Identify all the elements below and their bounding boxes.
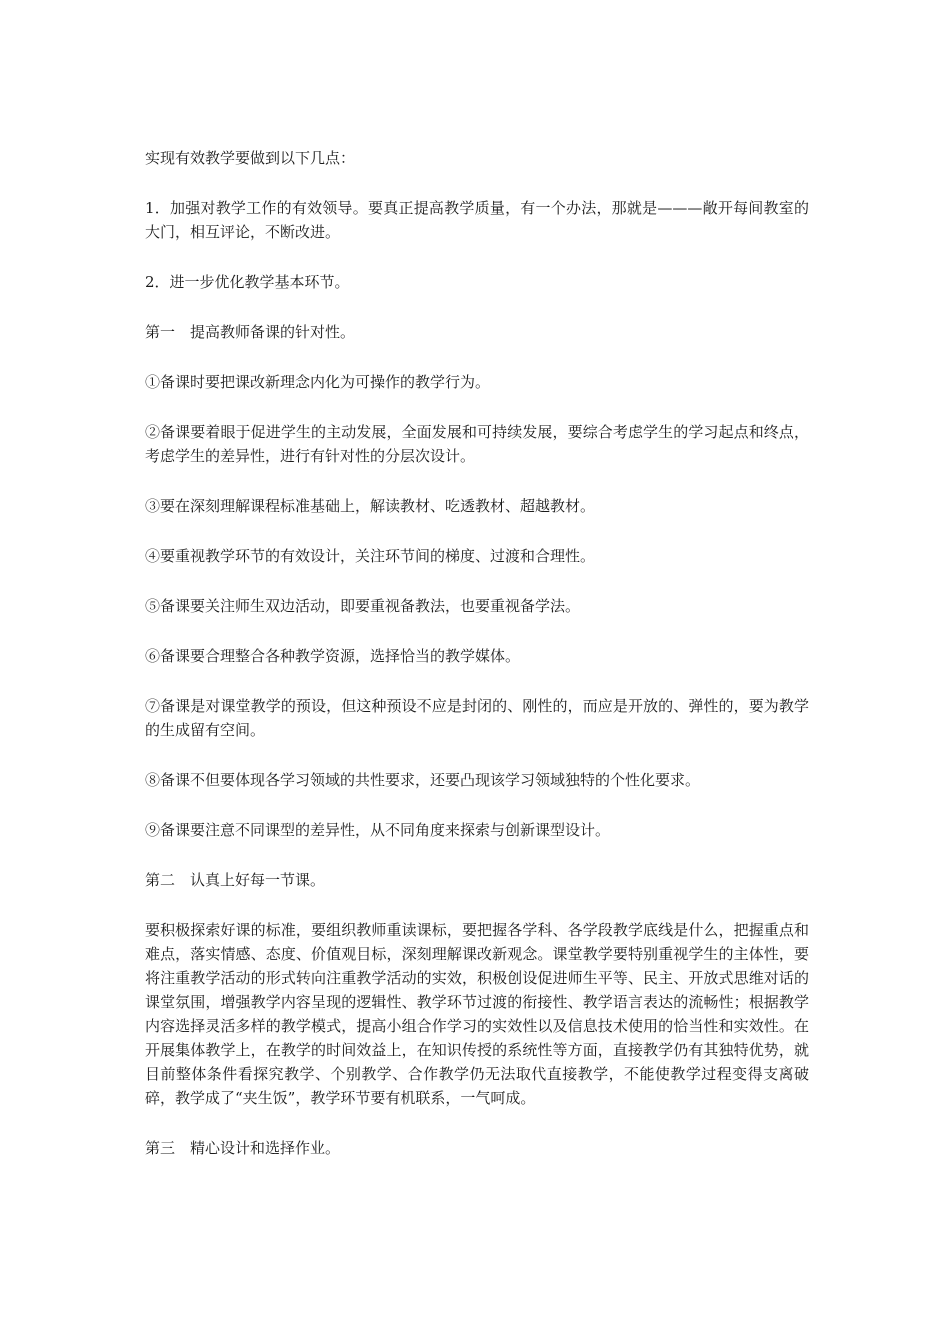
list-item-9: ⑨备课要注意不同课型的差异性，从不同角度来探索与创新课型设计。 <box>145 821 611 839</box>
list-item-2: ②备课要着眼于促进学生的主动发展，全面发展和可持续发展，要综合考虑学生的学习起点和终点，考虑学生的差异性，进行有针对性的分层次设计。 <box>145 423 809 465</box>
section-1-heading: 第一 提高教师备课的针对性。 <box>145 323 356 341</box>
list-item-4: ④要重视教学环节的有效设计，关注环节间的梯度、过渡和合理性。 <box>145 547 596 565</box>
point-1-paragraph: 1．加强对教学工作的有效领导。要真正提高教学质量，有一个办法，那就是———敞开每间教室的大门，相互评论，不断改进。 <box>145 199 809 241</box>
intro-paragraph: 实现有效教学要做到以下几点： <box>145 149 356 167</box>
list-item-5: ⑤备课要关注师生双边活动，即要重视备教法，也要重视备学法。 <box>145 597 581 615</box>
section-2-heading: 第二 认真上好每一节课。 <box>145 871 326 889</box>
list-item-6: ⑥备课要合理整合各种教学资源，选择恰当的教学媒体。 <box>145 647 521 665</box>
list-item-7: ⑦备课是对课堂教学的预设，但这种预设不应是封闭的、刚性的，而应是开放的、弹性的，要为教学的生成留有空间。 <box>145 697 809 739</box>
section-3-heading: 第三 精心设计和选择作业。 <box>145 1139 341 1157</box>
list-item-1: ①备课时要把课改新理念内化为可操作的教学行为。 <box>145 373 491 391</box>
document-body <box>145 146 809 1186</box>
list-item-8: ⑧备课不但要体现各学习领域的共性要求，还要凸现该学习领域独特的个性化要求。 <box>145 771 701 789</box>
section-2-body: 要积极探索好课的标准，要组织教师重读课标，要把握各学科、各学段教学底线是什么，把握重点和难点，落实情感、态度、价值观目标，深刻理解课改新观念。课堂教学要特别重视学生的主体性，要将注重教学活动的形式转向注重教学活动的实效，积极创设促进师生平等、民主、开放式思维对话的课堂氛围，增强教学内容呈现的逻辑性、教学环节过渡的衔接性、教学语言表达的流畅性；根据教学内容选择灵活多样的教学模式，提高小组合作学习的实效性以及信息技术使用的恰当性和实效性。在开展集体教学上，在教学的时间效益上，在知识传授的系统性等方面，直接教学仍有其独特优势，就目前整体条件看探究教学、个别教学、合作教学仍无法取代直接教学，不能使教学过程变得支离破碎，教学成了“夹生饭”，教学环节要有机联系，一气呵成。 <box>145 921 809 1107</box>
point-2-paragraph: 2．进一步优化教学基本环节。 <box>145 273 350 291</box>
list-item-3: ③要在深刻理解课程标准基础上，解读教材、吃透教材、超越教材。 <box>145 497 596 515</box>
